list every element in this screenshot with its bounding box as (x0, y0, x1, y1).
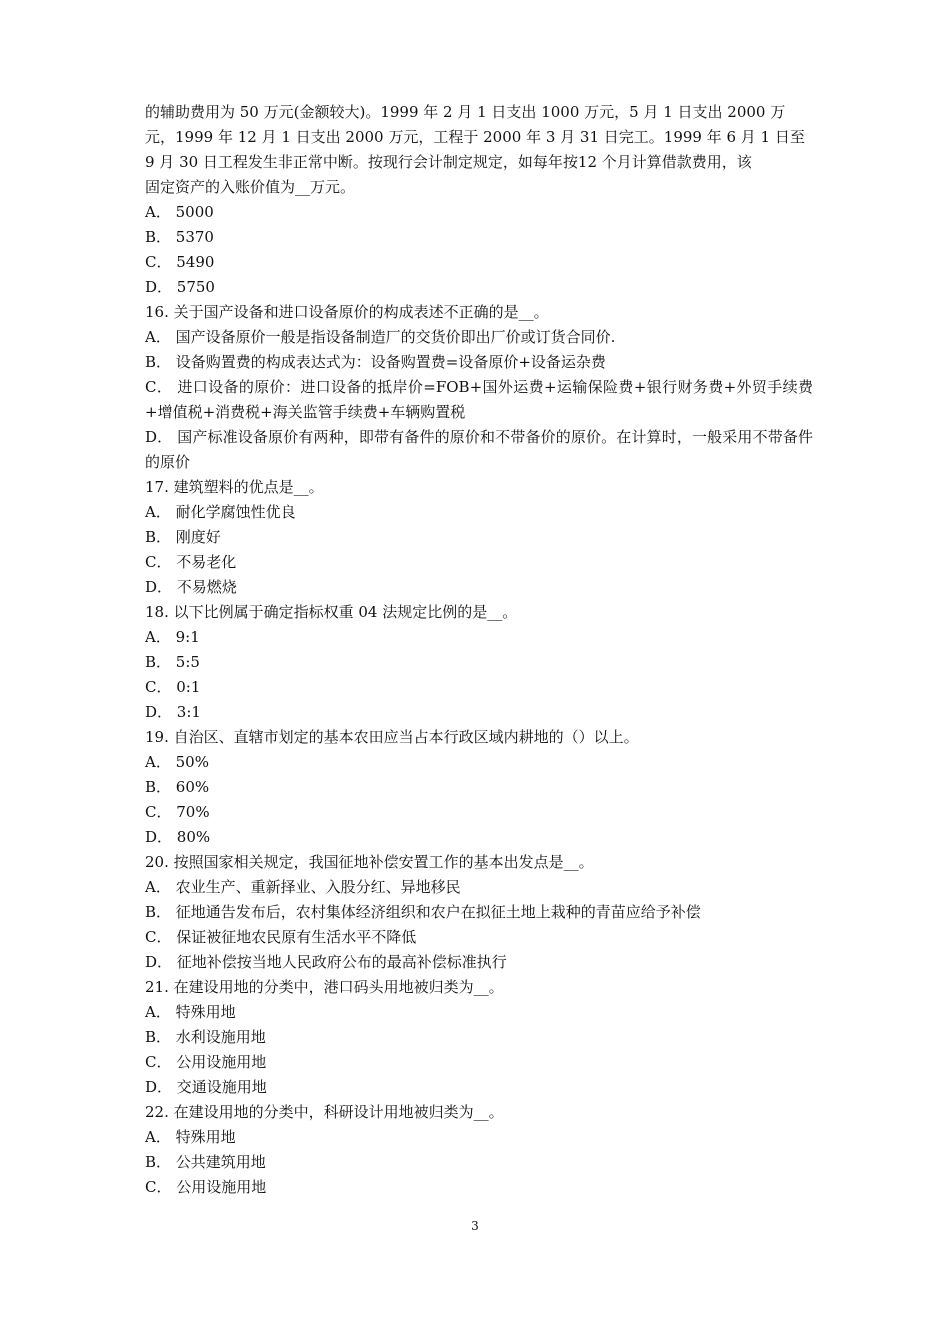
intro-line: 的辅助费用为 50 万元(金额较大)。1999 年 2 月 1 日支出 1000 万元，5 月 1 日支出 2000 万 (145, 103, 786, 121)
option-c: C． 0:1 (145, 678, 201, 696)
option-b: B． 5:5 (145, 653, 200, 671)
question-16 (145, 300, 813, 475)
option-a: A． 国产设备原价一般是指设备制造厂的交货价即出厂价或订货合同价. (145, 328, 616, 346)
intro-line: 9 月 30 日工程发生非正常中断。按现行会计制定规定，如每年按12 个月计算借款费用，该 (145, 153, 752, 171)
intro-line: 元，1999 年 12 月 1 日支出 2000 万元，工程于 2000 年 3 月 31 日完工。1999 年 6 月 1 日至 (145, 128, 805, 146)
question-21 (145, 975, 813, 1100)
intro-options (145, 200, 813, 300)
question-17 (145, 475, 813, 600)
option-c: C． 70% (145, 803, 210, 821)
option-c: C． 公用设施用地 (145, 1053, 267, 1071)
option-b: B． 征地通告发布后，农村集体经济组织和农户在拟征土地上栽种的青苗应给予补偿 (145, 903, 701, 921)
intro-line: 固定资产的入账价值为__万元。 (145, 178, 356, 196)
question-stem: 16. 关于国产设备和进口设备原价的构成表述不正确的是__。 (145, 303, 549, 321)
option-d: D． 不易燃烧 (145, 578, 237, 596)
option-a: A． 特殊用地 (145, 1003, 236, 1021)
intro-paragraph (145, 100, 813, 200)
option-d: D． 征地补偿按当地人民政府公布的最高补偿标准执行 (145, 953, 507, 971)
question-22 (145, 1100, 813, 1200)
question-stem: 22. 在建设用地的分类中，科研设计用地被归类为__。 (145, 1103, 504, 1121)
option-d: D． 国产标准设备原价有两种，即带有备件的原价和不带备价的原价。在计算时，一般采用不带备件的原价 (145, 428, 813, 471)
option-b: B． 60% (145, 778, 210, 796)
option-b: B． 5370 (145, 228, 214, 246)
question-20 (145, 850, 813, 975)
option-b: B． 公共建筑用地 (145, 1153, 266, 1171)
question-19 (145, 725, 813, 850)
option-a: A． 9:1 (145, 628, 200, 646)
option-c: C． 公用设施用地 (145, 1178, 267, 1196)
option-a: A． 特殊用地 (145, 1128, 236, 1146)
option-b: B． 设备购置费的构成表达式为：设备购置费=设备原价+设备运杂费 (145, 353, 606, 371)
question-stem: 21. 在建设用地的分类中，港口码头用地被归类为__。 (145, 978, 504, 996)
option-b: B． 刚度好 (145, 528, 221, 546)
page-content (145, 100, 813, 1200)
question-stem: 17. 建筑塑料的优点是__。 (145, 478, 324, 496)
option-d: D． 3:1 (145, 703, 201, 721)
option-a: A． 5000 (145, 203, 214, 221)
question-stem: 18. 以下比例属于确定指标权重 04 法规定比例的是__。 (145, 603, 518, 621)
page-number: 3 (471, 1219, 479, 1233)
option-d: D． 80% (145, 828, 211, 846)
option-a: A． 农业生产、重新择业、入股分红、异地移民 (145, 878, 461, 896)
question-18 (145, 600, 813, 725)
option-c: C． 5490 (145, 253, 215, 271)
option-d: D． 交通设施用地 (145, 1078, 267, 1096)
question-stem: 20. 按照国家相关规定，我国征地补偿安置工作的基本出发点是__。 (145, 853, 594, 871)
question-stem: 19. 自治区、直辖市划定的基本农田应当占本行政区域内耕地的（）以上。 (145, 728, 639, 746)
option-c: C． 保证被征地农民原有生活水平不降低 (145, 928, 417, 946)
option-a: A． 耐化学腐蚀性优良 (145, 503, 296, 521)
option-a: A． 50% (145, 753, 209, 771)
option-d: D． 5750 (145, 278, 215, 296)
option-c: C． 不易老化 (145, 553, 237, 571)
option-c: C． 进口设备的原价：进口设备的抵岸价=FOB+国外运费+运输保险费+银行财务费+外贸手续费+增值税+消费税+海关监管手续费+车辆购置税 (145, 378, 813, 421)
option-b: B． 水利设施用地 (145, 1028, 266, 1046)
